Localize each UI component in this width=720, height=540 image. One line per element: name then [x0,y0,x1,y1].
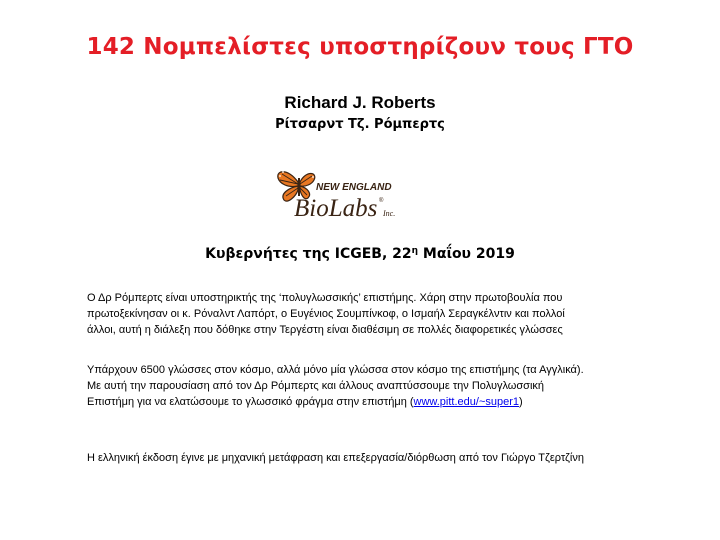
author-name-english: Richard J. Roberts [284,93,436,112]
paragraph-line: άλλοι, αυτή η διάλεξη που δόθηκε στην Τεργέστη είναι διαθέσιμη σε πολλές διαφορετικές γλώσσες [87,324,563,336]
event-subtitle [0,246,720,262]
subtitle-superscript: η [411,246,419,256]
paragraph-line: Με αυτή την παρουσίαση από τον Δρ Ρόμπερτς και άλλους αναπτύσσουμε την Πολυγλωσσική [87,380,545,392]
paragraph-line: Ο Δρ Ρόμπερτς είναι υποστηρικτής της ‘πολυγλωσσικής’ επιστήμης. Χάρη στην πρωτοβουλία που [87,292,563,304]
paragraph-close-paren: ) [519,396,523,408]
logo-text-new-england: NEW ENGLAND [316,182,392,193]
paragraph-initiative [87,290,647,338]
paragraph-line: Υπάρχουν 6500 γλώσσες στον κόσμο, αλλά μόνο μία γλώσσα στον κόσμο της επιστήμης (τα Αγγλικά). [87,364,584,376]
paragraph-languages [87,362,647,410]
company-logo [276,166,406,222]
subtitle-date: Μαΐου 2019 [418,246,515,262]
paragraph-translation-credit [87,450,647,466]
website-link[interactable]: www.pitt.edu/~super1 [413,396,520,408]
paragraph-line-text: Επιστήμη για να ελατώσουμε το γλωσσικό φράγμα στην επιστήμη ( [87,396,414,408]
slide-title: 142 Νομπελίστες υποστηρίζουν τους ΓΤΟ [86,34,634,60]
logo-text-inc: Inc. [383,209,396,218]
logo-text-biolabs: BioLabs [294,195,378,222]
subtitle-text: Κυβερνήτες της ICGEB, 22 [205,246,412,262]
author-name-greek: Ρίτσαρντ Τζ. Ρόμπερτς [275,117,445,132]
paragraph-line: Η ελληνική έκδοση έγινε με μηχανική μετάφραση και επεξεργασία/διόρθωση από τον Γιώργο Τζερτζίνη [87,452,584,464]
paragraph-line: πρωτοξεκίνησαν οι κ. Ρόναλντ Λαπόρτ, ο Ευγένιος Σουμπίνκοφ, ο Ισμαήλ Σεραγκέλντιν και πολλοί [87,308,565,320]
paragraph-line [87,394,647,410]
logo-registered-mark: ® [379,198,384,204]
neb-logo-graphic [276,166,406,222]
